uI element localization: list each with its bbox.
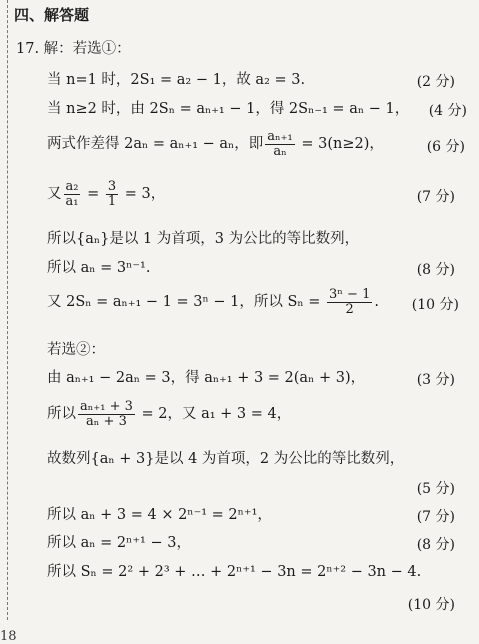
score-label: (7 分)	[416, 509, 455, 525]
solution-line	[47, 128, 384, 160]
fraction-numerator: aₙ₊₁ + 3	[80, 398, 133, 414]
score-label: (4 分)	[428, 103, 467, 119]
text-segment: 所以	[47, 406, 76, 422]
solution-line: 所以 Sₙ = 2² + 2³ + … + 2ⁿ⁺¹ − 3n = 2ⁿ⁺² − 3n − 4.	[47, 564, 422, 580]
score-label: (10 分)	[411, 297, 459, 313]
solution-line	[47, 398, 291, 430]
fraction-denominator: 2	[345, 301, 354, 317]
solution-line: 当 n≥2 时，由 2Sₙ = aₙ₊₁ − 1，得 2Sₙ₋₁ = aₙ − 1，	[47, 101, 410, 117]
solution-line: 故数列{aₙ + 3}是以 4 为首项，2 为公比的等比数列，	[47, 451, 405, 467]
text-segment: .	[374, 294, 379, 310]
fraction-denominator: aₙ	[273, 143, 287, 159]
solution-line: 所以 aₙ + 3 = 4 × 2ⁿ⁻¹ = 2ⁿ⁺¹，	[47, 507, 272, 523]
dashed-margin-line	[7, 0, 8, 620]
page-number: 18	[0, 629, 17, 644]
score-label: (6 分)	[426, 139, 465, 155]
text-segment: =	[82, 186, 104, 202]
solution-line	[47, 178, 165, 210]
text-segment: = 3(n≥2)，	[296, 136, 384, 152]
score-label: (3 分)	[416, 372, 455, 388]
fraction-denominator: aₙ + 3	[86, 413, 127, 429]
text-segment: = 3，	[120, 186, 166, 202]
question-header: 17. 解：若选①：	[16, 41, 131, 57]
fraction	[265, 130, 294, 159]
fraction-denominator: 1	[107, 193, 117, 209]
solution-line: 所以 aₙ = 2ⁿ⁺¹ − 3，	[47, 535, 191, 551]
solution-line: 当 n=1 时，2S₁ = a₂ − 1，故 a₂ = 3.	[47, 72, 306, 88]
fraction-numerator: 3	[107, 178, 117, 194]
fraction	[78, 400, 135, 429]
fraction-numerator: aₙ₊₁	[267, 128, 293, 144]
solution-line: 若选②：	[47, 342, 105, 358]
fraction-denominator: a₁	[65, 193, 79, 209]
solution-line: 由 aₙ₊₁ − 2aₙ = 3，得 aₙ₊₁ + 3 = 2(aₙ + 3)，	[47, 370, 366, 386]
fraction-numerator: 3ⁿ − 1	[329, 286, 371, 302]
solution-line: 所以{aₙ}是以 1 为首项，3 为公比的等比数列，	[47, 231, 360, 247]
text-segment: 两式作差得 2aₙ = aₙ₊₁ − aₙ，即	[47, 136, 264, 152]
score-label: (8 分)	[416, 262, 455, 278]
score-label: (8 分)	[416, 537, 455, 553]
text-segment: 又 2Sₙ = aₙ₊₁ − 1 = 3ⁿ − 1，所以 Sₙ =	[47, 294, 326, 310]
score-label: (7 分)	[416, 189, 455, 205]
text-segment: = 2，又 a₁ + 3 = 4，	[136, 406, 292, 422]
text-segment: 又	[47, 186, 62, 202]
fraction	[106, 180, 118, 209]
solution-line	[47, 286, 379, 318]
score-label: (5 分)	[416, 481, 455, 497]
fraction	[327, 288, 372, 317]
fraction	[64, 180, 81, 209]
section-title: 四、解答题	[14, 6, 90, 24]
score-label: (10 分)	[407, 597, 455, 613]
score-label: (2 分)	[416, 74, 455, 90]
fraction-numerator: a₂	[65, 178, 79, 194]
solution-line: 所以 aₙ = 3ⁿ⁻¹.	[47, 260, 151, 276]
